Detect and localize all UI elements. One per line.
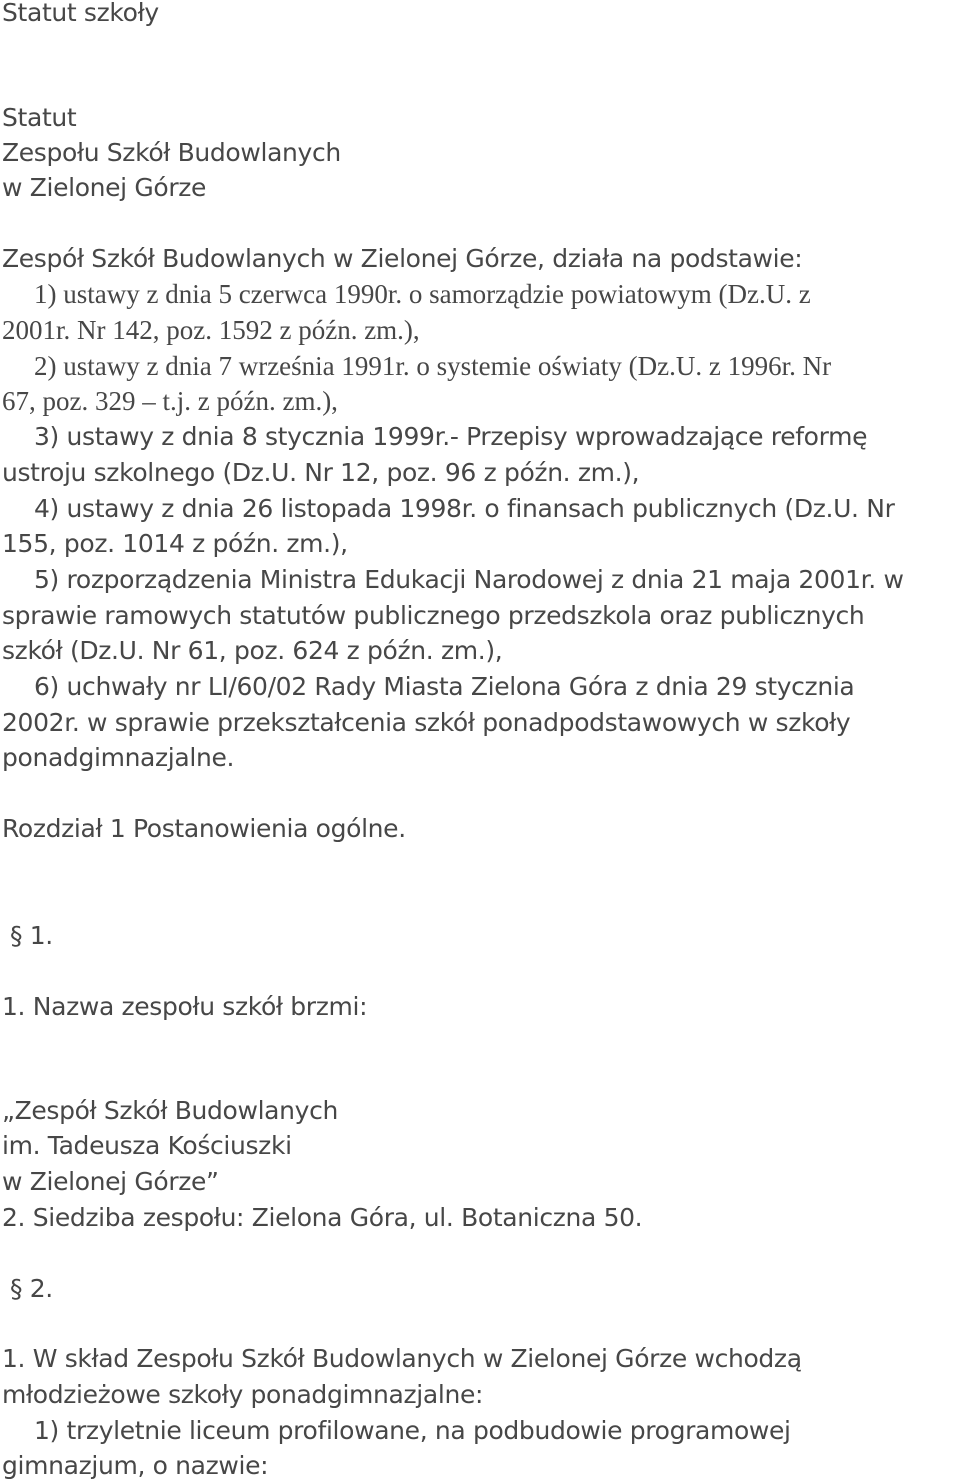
legal-basis-line: szkół (Dz.U. Nr 61, poz. 624 z późn. zm.), <box>2 636 503 665</box>
intro-text: Zespół Szkół Budowlanych w Zielonej Górze, działa na podstawie: <box>2 244 803 273</box>
section-item: gimnazjum, o nazwie: <box>2 1451 269 1480</box>
legal-basis-line: 2002r. w sprawie przekształcenia szkół ponadpodstawowych w szkoły <box>2 708 851 737</box>
legal-basis-line: ustroju szkolnego (Dz.U. Nr 12, poz. 96 z późn. zm.), <box>2 458 640 487</box>
legal-basis-line: 3) ustawy z dnia 8 stycznia 1999r.- Przepisy wprowadzające reformę <box>34 422 868 451</box>
section-item: 1. Nazwa zespołu szkół brzmi: <box>2 992 368 1021</box>
section-item: 1. W skład Zespołu Szkół Budowlanych w Zielonej Górze wchodzą <box>2 1344 802 1373</box>
legal-basis-line: 67, poz. 329 – t.j. z późn. zm.), <box>2 386 338 416</box>
legal-basis-line: 1) ustawy z dnia 5 czerwca 1990r. o samorządzie powiatowym (Dz.U. z <box>34 279 811 309</box>
section-heading: § 2. <box>10 1274 53 1303</box>
legal-basis-line: 155, poz. 1014 z późn. zm.), <box>2 529 348 558</box>
school-name-line: w Zielonej Górze” <box>2 1167 219 1196</box>
school-name-line: „Zespół Szkół Budowlanych <box>2 1096 338 1125</box>
title-line-3: w Zielonej Górze <box>2 173 207 202</box>
section-item: 1) trzyletnie liceum profilowane, na podbudowie programowej <box>34 1416 791 1445</box>
legal-basis-line: sprawie ramowych statutów publicznego przedszkola oraz publicznych <box>2 601 865 630</box>
legal-basis-line: 2) ustawy z dnia 7 września 1991r. o systemie oświaty (Dz.U. z 1996r. Nr <box>34 351 832 381</box>
section-item: 2. Siedziba zespołu: Zielona Góra, ul. Botaniczna 50. <box>2 1203 643 1232</box>
document-header: Statut szkoły <box>2 0 159 27</box>
chapter-heading: Rozdział 1 Postanowienia ogólne. <box>2 814 406 843</box>
title-line-1: Statut <box>2 103 77 132</box>
school-name-line: im. Tadeusza Kościuszki <box>2 1131 292 1160</box>
legal-basis-line: ponadgimnazjalne. <box>2 743 235 772</box>
section-heading: § 1. <box>10 921 53 950</box>
legal-basis-line: 4) ustawy z dnia 26 listopada 1998r. o finansach publicznych (Dz.U. Nr <box>34 494 895 523</box>
title-line-2: Zespołu Szkół Budowlanych <box>2 138 341 167</box>
section-item: młodzieżowe szkoły ponadgimnazjalne: <box>2 1380 484 1409</box>
legal-basis-line: 2001r. Nr 142, poz. 1592 z późn. zm.), <box>2 315 420 345</box>
legal-basis-line: 5) rozporządzenia Ministra Edukacji Narodowej z dnia 21 maja 2001r. w <box>34 565 904 594</box>
legal-basis-line: 6) uchwały nr LI/60/02 Rady Miasta Zielona Góra z dnia 29 stycznia <box>34 672 855 701</box>
